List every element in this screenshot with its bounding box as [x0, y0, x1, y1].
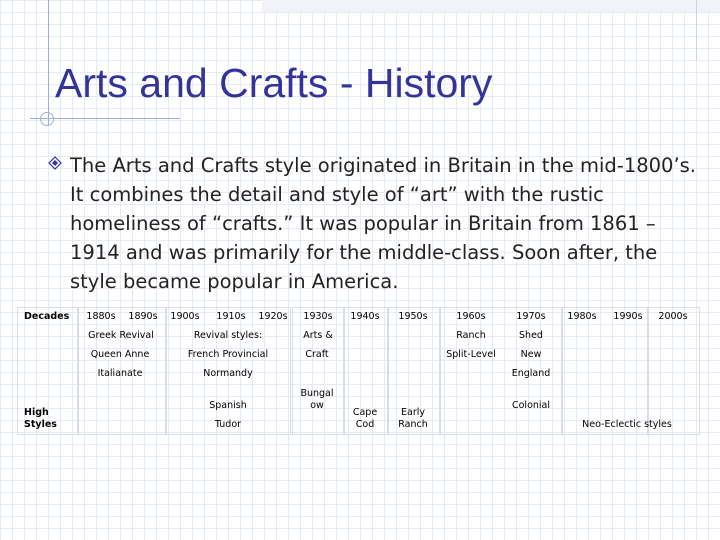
- table-cell: [648, 307, 700, 435]
- decade-label: 1990s: [613, 311, 643, 322]
- style-bungalow: Bungal: [300, 388, 334, 399]
- decade-label: 1950s: [398, 311, 428, 322]
- style-greek-revival: Greek Revival: [88, 330, 154, 341]
- style-bungalow: ow: [310, 400, 324, 411]
- style-neo-eclectic: Neo-Eclectic styles: [582, 419, 672, 430]
- style-italianate: Italianate: [97, 368, 143, 379]
- table-cell: [292, 307, 344, 435]
- style-revival-styles: Revival styles:: [193, 330, 263, 341]
- decade-label: 1900s: [170, 311, 200, 322]
- style-arts-and-craft: Craft: [305, 349, 329, 360]
- style-early-ranch: Ranch: [398, 419, 428, 430]
- style-new-england: England: [511, 368, 551, 379]
- decade-label: 1880s: [86, 311, 116, 322]
- style-normandy: Normandy: [203, 368, 253, 379]
- decor-circle: [40, 112, 54, 126]
- decade-label: 2000s: [658, 311, 688, 322]
- decade-label: 1940s: [350, 311, 380, 322]
- row-label-decades: Decades: [24, 311, 70, 322]
- table-cell: [562, 307, 648, 435]
- decade-label: 1930s: [303, 311, 333, 322]
- diamond-bullet-icon: [48, 156, 62, 170]
- style-french-provincial: French Provincial: [187, 349, 269, 360]
- decade-label: 1910s: [216, 311, 246, 322]
- row-label-high-styles: Styles: [24, 419, 57, 430]
- decor-line: [696, 0, 697, 60]
- style-shed: Shed: [519, 330, 543, 341]
- header-band: [262, 0, 720, 12]
- body-paragraph: The Arts and Crafts style originated in Britain in the mid-1800’s. It combines the detail and style of “art” with the rustic homeliness of “crafts.” It was popular in Britain from 1861 – 1914 and was primarily for the middle-class. Soon after, the style became popular in America.: [70, 154, 697, 293]
- style-colonial: Colonial: [511, 400, 551, 411]
- slide-title: Arts and Crafts - History: [55, 60, 493, 106]
- style-spanish: Spanish: [209, 400, 247, 411]
- row-label-high-styles: High: [24, 407, 49, 418]
- decade-label: 1980s: [567, 311, 597, 322]
- style-ranch: Ranch: [456, 330, 486, 341]
- decade-label: 1920s: [258, 311, 288, 322]
- style-cape-cod: Cape: [352, 407, 378, 418]
- style-early-ranch: Early: [401, 407, 425, 418]
- decor-line: [48, 0, 49, 125]
- style-cape-cod: Cod: [355, 419, 375, 430]
- decade-label: 1960s: [456, 311, 486, 322]
- decade-label: 1890s: [128, 311, 158, 322]
- style-tudor: Tudor: [214, 419, 242, 430]
- style-split-level: Split-Level: [446, 349, 496, 360]
- style-queen-anne: Queen Anne: [90, 349, 150, 360]
- style-new-england: New: [520, 349, 542, 360]
- decade-label: 1970s: [516, 311, 546, 322]
- style-arts-and-craft: Arts &: [303, 330, 333, 341]
